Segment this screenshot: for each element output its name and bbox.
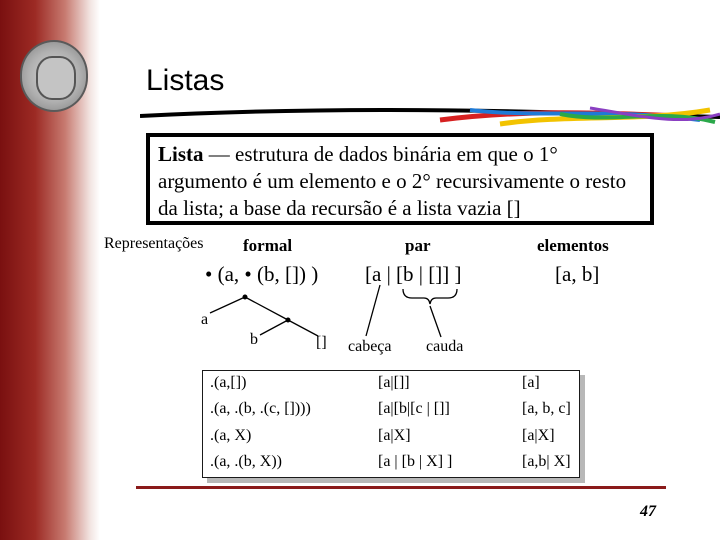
page-number: 47 <box>640 503 656 520</box>
header-par: par <box>405 236 431 255</box>
tail-pointer <box>430 306 441 337</box>
table-cell: [a,b| X] <box>522 453 571 470</box>
tail-brace <box>403 289 457 304</box>
tree-leaf-b: b <box>250 331 258 348</box>
elements-example: [a, b] <box>555 262 600 286</box>
table-cell: [a|X] <box>522 427 555 444</box>
tree-edges <box>210 297 318 336</box>
table-cell: [a | [b | X] ] <box>378 453 453 470</box>
header-formal: formal <box>243 236 293 255</box>
definition-text: — estrutura de dados binária em que o 1° argumento é um elemento e o 2° recursivamente o resto da lista; a base da recursão é a lista vazia [] <box>158 142 627 220</box>
representations-label: Representações <box>104 235 204 252</box>
table-cell: .(a,[]) <box>210 374 247 391</box>
table-cell: [a, b, c] <box>522 400 571 417</box>
formal-example: • (a, • (b, []) ) <box>205 262 319 286</box>
table-cell: .(a, X) <box>210 427 252 444</box>
tail-annotation: cauda <box>426 338 464 355</box>
tree-leaf-a: a <box>201 311 209 328</box>
tree-node-root <box>243 295 248 300</box>
header-elementos: elementos <box>537 236 609 255</box>
footer-rule <box>136 486 666 489</box>
table-cell: .(a, .(b, .(c, []))) <box>210 400 311 417</box>
table-cell: [a|[]] <box>378 374 410 391</box>
head-annotation: cabeça <box>348 338 392 355</box>
tree-node-inner <box>286 318 291 323</box>
definition-term: Lista <box>158 142 204 166</box>
table-cell: [a|X] <box>378 427 411 444</box>
table-cell: .(a, .(b, X)) <box>210 453 282 470</box>
table-cell: [a|[b|[c | []] <box>378 400 450 417</box>
slide-title: Listas <box>146 64 225 97</box>
par-example: [a | [b | []] ] <box>365 262 462 286</box>
tree-leaf-empty: [] <box>316 334 327 351</box>
head-pointer <box>366 285 380 336</box>
table-cell: [a] <box>522 374 540 391</box>
